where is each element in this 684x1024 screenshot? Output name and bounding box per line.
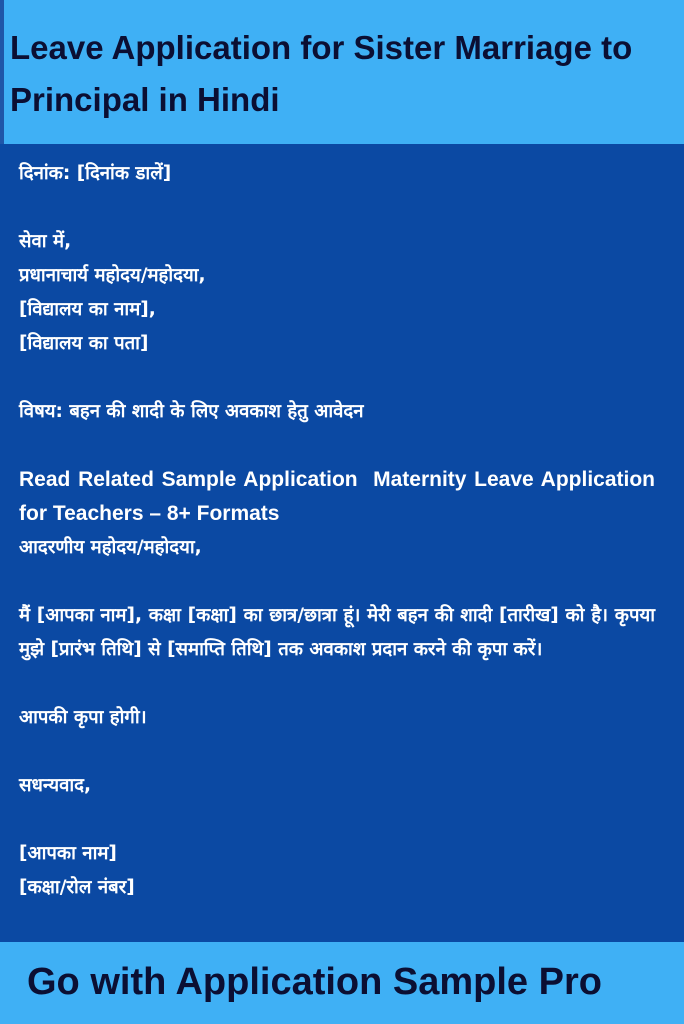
closing-line: आपकी कृपा होगी।	[19, 707, 147, 728]
school-name-line: [विद्यालय का नाम],	[19, 299, 156, 320]
related-link-paragraph	[19, 463, 655, 531]
related-article-link[interactable]: Maternity Leave Application for Teachers – 8+ Formats	[19, 468, 655, 525]
to-line: सेवा में,	[19, 231, 72, 252]
page-title: Leave Application for Sister Marriage to Principal in Hindi	[10, 29, 633, 118]
related-prefix: Read Related Sample Application	[19, 468, 358, 491]
footer-banner	[0, 942, 684, 1024]
footer-text: Go with Application Sample Pro	[27, 961, 602, 1003]
thanks-line: सधन्यवाद,	[19, 775, 92, 796]
sender-name-line: [आपका नाम]	[19, 843, 117, 864]
page-header	[0, 0, 684, 144]
letter-body	[19, 157, 655, 905]
date-line: दिनांक: [दिनांक डालें]	[19, 163, 172, 184]
body-paragraph: मैं [आपका नाम], कक्षा [कक्षा] का छात्र/छात्रा हूं। मेरी बहन की शादी [तारीख] को है। कृपया मुझे [प्रारंभ तिथि] से [समाप्ति तिथि] तक अवकाश प्रदान करने की कृपा करें।	[19, 605, 655, 660]
recipient-line: प्रधानाचार्य महोदय/महोदया,	[19, 265, 206, 286]
subject-line: विषय: बहन की शादी के लिए अवकाश हेतु आवेदन	[19, 401, 364, 422]
salutation-line: आदरणीय महोदय/महोदया,	[19, 537, 202, 558]
school-address-line: [विद्यालय का पता]	[19, 333, 149, 354]
class-roll-line: [कक्षा/रोल नंबर]	[19, 877, 135, 898]
